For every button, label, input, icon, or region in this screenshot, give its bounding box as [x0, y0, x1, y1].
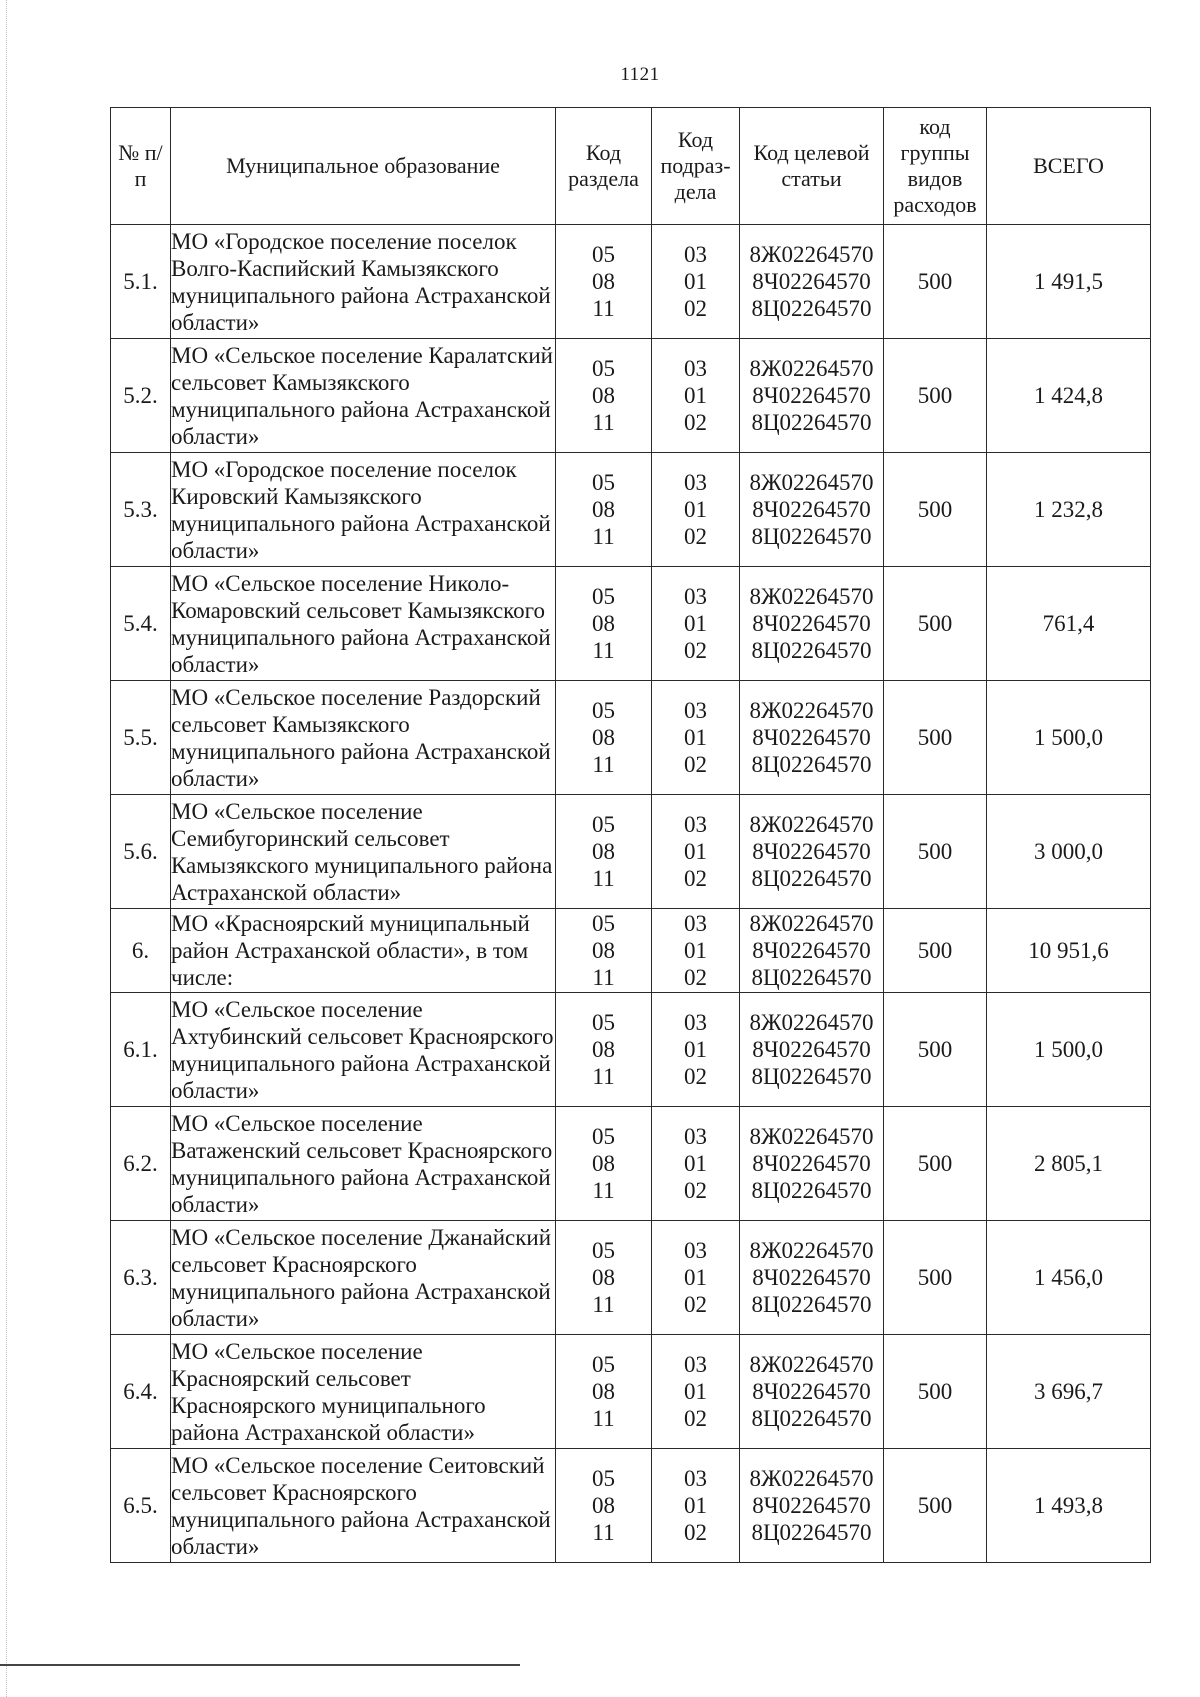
- expense-group-code: 500: [884, 339, 987, 453]
- target-codes: [740, 1107, 884, 1221]
- table-row: [111, 1449, 1151, 1563]
- section-codes-line: 11: [592, 638, 615, 663]
- subsection-codes-line: 03: [684, 1010, 707, 1035]
- target-codes-line: 8Ц02264570: [751, 1178, 872, 1203]
- target-codes-line: 8Ч02264570: [752, 1379, 871, 1404]
- target-codes-line: 8Ц02264570: [751, 1406, 872, 1431]
- subsection-codes-line: 02: [684, 1064, 707, 1089]
- section-codes-line: 11: [592, 296, 615, 321]
- subsection-codes-line: 01: [684, 725, 707, 750]
- subsection-codes-line: 01: [684, 1493, 707, 1518]
- municipality-name: МО «Сельское поселение Каралатский сельсовет Камызякского муниципального района Астраханской области»: [171, 339, 556, 453]
- subsection-codes-line: 03: [684, 1466, 707, 1491]
- subsection-codes-line: 03: [684, 698, 707, 723]
- target-codes-line: 8Ц02264570: [751, 1064, 872, 1089]
- target-codes-line: 8Ч02264570: [752, 1493, 871, 1518]
- section-codes-line: 08: [592, 1379, 615, 1404]
- subsection-codes-line: 02: [684, 866, 707, 891]
- expense-group-code: 500: [884, 1335, 987, 1449]
- subsection-codes-line: 01: [684, 269, 707, 294]
- table-row: [111, 1107, 1151, 1221]
- subsection-codes: [652, 681, 740, 795]
- section-codes-line: 11: [592, 965, 615, 990]
- row-number: 6.4.: [111, 1335, 171, 1449]
- total-amount: 1 456,0: [987, 1221, 1151, 1335]
- section-codes-line: 08: [592, 839, 615, 864]
- section-codes: [556, 993, 652, 1107]
- table-row: [111, 453, 1151, 567]
- table-row: [111, 681, 1151, 795]
- target-codes-line: 8Ж02264570: [749, 1238, 874, 1263]
- subsection-codes-line: 01: [684, 611, 707, 636]
- subsection-codes-line: 01: [684, 1379, 707, 1404]
- target-codes-line: 8Ж02264570: [749, 1466, 874, 1491]
- section-codes-line: 08: [592, 497, 615, 522]
- subsection-codes: [652, 567, 740, 681]
- table-row: [111, 567, 1151, 681]
- subsection-codes-line: 03: [684, 584, 707, 609]
- row-number: 5.1.: [111, 225, 171, 339]
- target-codes-line: 8Ч02264570: [752, 1151, 871, 1176]
- expense-group-code: 500: [884, 993, 987, 1107]
- subsection-codes: [652, 1221, 740, 1335]
- section-codes-line: 08: [592, 1037, 615, 1062]
- section-codes-line: 05: [592, 584, 615, 609]
- row-number: 5.2.: [111, 339, 171, 453]
- target-codes-line: 8Ж02264570: [749, 584, 874, 609]
- total-amount: 3 000,0: [987, 795, 1151, 909]
- subsection-codes-line: 02: [684, 638, 707, 663]
- section-codes-line: 05: [592, 698, 615, 723]
- header-total: ВСЕГО: [987, 108, 1151, 225]
- municipality-name: МО «Сельское поселение Ватаженский сельсовет Красноярского муниципального района Астраханской области»: [171, 1107, 556, 1221]
- section-codes-line: 11: [592, 524, 615, 549]
- target-codes-line: 8Ч02264570: [752, 383, 871, 408]
- municipality-name: МО «Сельское поселение Николо-Комаровский сельсовет Камызякского муниципального района Астраханской области»: [171, 567, 556, 681]
- subsection-codes-line: 01: [684, 938, 707, 963]
- municipality-name: МО «Сельское поселение Красноярский сельсовет Красноярского муниципального района Астраханской области»: [171, 1335, 556, 1449]
- subsection-codes-line: 01: [684, 1265, 707, 1290]
- target-codes-line: 8Ц02264570: [751, 1520, 872, 1545]
- total-amount: 1 500,0: [987, 681, 1151, 795]
- header-target: Код целевой статьи: [740, 108, 884, 225]
- section-codes-line: 08: [592, 269, 615, 294]
- row-number: 5.5.: [111, 681, 171, 795]
- target-codes-line: 8Ж02264570: [749, 356, 874, 381]
- target-codes-line: 8Ц02264570: [751, 1292, 872, 1317]
- target-codes: [740, 225, 884, 339]
- section-codes: [556, 453, 652, 567]
- section-codes-line: 08: [592, 1493, 615, 1518]
- table-row: [111, 225, 1151, 339]
- municipality-name: МО «Сельское поселение Сеитовский сельсовет Красноярского муниципального района Астраханской области»: [171, 1449, 556, 1563]
- budget-table: [110, 107, 1151, 1563]
- section-codes-line: 11: [592, 1178, 615, 1203]
- target-codes-line: 8Ц02264570: [751, 410, 872, 435]
- target-codes: [740, 1221, 884, 1335]
- bottom-rule: [0, 1664, 520, 1666]
- section-codes: [556, 909, 652, 993]
- municipality-name: МО «Сельское поселение Джанайский сельсовет Красноярского муниципального района Астраханской области»: [171, 1221, 556, 1335]
- subsection-codes-line: 03: [684, 911, 707, 936]
- subsection-codes-line: 01: [684, 383, 707, 408]
- target-codes-line: 8Ч02264570: [752, 1265, 871, 1290]
- section-codes-line: 05: [592, 812, 615, 837]
- section-codes-line: 08: [592, 611, 615, 636]
- subsection-codes-line: 02: [684, 524, 707, 549]
- scan-edge: [6, 0, 7, 1697]
- section-codes: [556, 1221, 652, 1335]
- header-section: Код раздела: [556, 108, 652, 225]
- expense-group-code: 500: [884, 795, 987, 909]
- municipality-name: МО «Городское поселение поселок Волго-Каспийский Камызякского муниципального района Астраханской области»: [171, 225, 556, 339]
- target-codes-line: 8Ч02264570: [752, 1037, 871, 1062]
- target-codes-line: 8Ж02264570: [749, 698, 874, 723]
- table-row: [111, 993, 1151, 1107]
- target-codes-line: 8Ц02264570: [751, 752, 872, 777]
- expense-group-code: 500: [884, 1107, 987, 1221]
- row-number: 6.5.: [111, 1449, 171, 1563]
- section-codes-line: 05: [592, 470, 615, 495]
- expense-group-code: 500: [884, 225, 987, 339]
- row-number: 6.2.: [111, 1107, 171, 1221]
- target-codes-line: 8Ч02264570: [752, 611, 871, 636]
- subsection-codes-line: 02: [684, 752, 707, 777]
- section-codes-line: 11: [592, 1292, 615, 1317]
- target-codes: [740, 1335, 884, 1449]
- section-codes-line: 08: [592, 383, 615, 408]
- section-codes-line: 05: [592, 911, 615, 936]
- municipality-name: МО «Сельское поселение Ахтубинский сельсовет Красноярского муниципального района Астраханской области»: [171, 993, 556, 1107]
- target-codes-line: 8Ж02264570: [749, 911, 874, 936]
- municipality-name: МО «Сельское поселение Семибугоринский сельсовет Камызякского муниципального района Астраханской области»: [171, 795, 556, 909]
- expense-group-code: 500: [884, 909, 987, 993]
- subsection-codes-line: 03: [684, 356, 707, 381]
- target-codes-line: 8Ж02264570: [749, 1124, 874, 1149]
- section-codes-line: 11: [592, 1406, 615, 1431]
- section-codes: [556, 1335, 652, 1449]
- subsection-codes-line: 02: [684, 1178, 707, 1203]
- section-codes-line: 05: [592, 356, 615, 381]
- total-amount: 1 493,8: [987, 1449, 1151, 1563]
- subsection-codes: [652, 795, 740, 909]
- row-number: 6.: [111, 909, 171, 993]
- target-codes-line: 8Ч02264570: [752, 725, 871, 750]
- subsection-codes-line: 03: [684, 1124, 707, 1149]
- target-codes-line: 8Ц02264570: [751, 866, 872, 891]
- section-codes-line: 05: [592, 1466, 615, 1491]
- header-num: № п/п: [111, 108, 171, 225]
- section-codes-line: 05: [592, 1124, 615, 1149]
- municipality-name: МО «Красноярский муниципальный район Астраханской области», в том числе:: [171, 909, 556, 993]
- subsection-codes-line: 03: [684, 242, 707, 267]
- section-codes-line: 08: [592, 725, 615, 750]
- municipality-name: МО «Сельское поселение Раздорский сельсовет Камызякского муниципального района Астраханской области»: [171, 681, 556, 795]
- section-codes-line: 05: [592, 1238, 615, 1263]
- section-codes-line: 05: [592, 1010, 615, 1035]
- row-number: 5.6.: [111, 795, 171, 909]
- expense-group-code: 500: [884, 453, 987, 567]
- target-codes-line: 8Ц02264570: [751, 965, 872, 990]
- subsection-codes-line: 02: [684, 1292, 707, 1317]
- total-amount: 2 805,1: [987, 1107, 1151, 1221]
- subsection-codes: [652, 1449, 740, 1563]
- section-codes: [556, 225, 652, 339]
- section-codes: [556, 1107, 652, 1221]
- header-subsection: Код подраз-дела: [652, 108, 740, 225]
- section-codes-line: 11: [592, 1520, 615, 1545]
- subsection-codes-line: 03: [684, 812, 707, 837]
- subsection-codes-line: 03: [684, 1238, 707, 1263]
- target-codes: [740, 993, 884, 1107]
- target-codes-line: 8Ч02264570: [752, 938, 871, 963]
- subsection-codes-line: 02: [684, 296, 707, 321]
- subsection-codes-line: 01: [684, 1037, 707, 1062]
- row-number: 6.3.: [111, 1221, 171, 1335]
- section-codes-line: 08: [592, 938, 615, 963]
- target-codes-line: 8Ж02264570: [749, 812, 874, 837]
- section-codes: [556, 1449, 652, 1563]
- target-codes-line: 8Ж02264570: [749, 242, 874, 267]
- target-codes-line: 8Ч02264570: [752, 269, 871, 294]
- table-row: [111, 1221, 1151, 1335]
- row-number: 5.3.: [111, 453, 171, 567]
- table-body: [111, 225, 1151, 1563]
- total-amount: 761,4: [987, 567, 1151, 681]
- target-codes: [740, 681, 884, 795]
- subsection-codes-line: 02: [684, 1406, 707, 1431]
- section-codes-line: 08: [592, 1265, 615, 1290]
- subsection-codes-line: 01: [684, 497, 707, 522]
- target-codes-line: 8Ц02264570: [751, 638, 872, 663]
- section-codes-line: 08: [592, 1151, 615, 1176]
- section-codes-line: 05: [592, 1352, 615, 1377]
- total-amount: 1 491,5: [987, 225, 1151, 339]
- target-codes-line: 8Ц02264570: [751, 524, 872, 549]
- target-codes-line: 8Ж02264570: [749, 1010, 874, 1035]
- header-group: код группы видов расходов: [884, 108, 987, 225]
- expense-group-code: 500: [884, 681, 987, 795]
- target-codes: [740, 909, 884, 993]
- subsection-codes: [652, 453, 740, 567]
- subsection-codes-line: 02: [684, 1520, 707, 1545]
- target-codes: [740, 453, 884, 567]
- subsection-codes: [652, 1107, 740, 1221]
- subsection-codes-line: 01: [684, 839, 707, 864]
- target-codes-line: 8Ч02264570: [752, 497, 871, 522]
- table-row: [111, 795, 1151, 909]
- subsection-codes: [652, 339, 740, 453]
- total-amount: 10 951,6: [987, 909, 1151, 993]
- target-codes: [740, 567, 884, 681]
- row-number: 6.1.: [111, 993, 171, 1107]
- row-number: 5.4.: [111, 567, 171, 681]
- target-codes: [740, 795, 884, 909]
- target-codes: [740, 1449, 884, 1563]
- subsection-codes-line: 03: [684, 470, 707, 495]
- target-codes-line: 8Ж02264570: [749, 470, 874, 495]
- section-codes-line: 11: [592, 866, 615, 891]
- subsection-codes-line: 02: [684, 410, 707, 435]
- section-codes-line: 05: [592, 242, 615, 267]
- table-row: [111, 339, 1151, 453]
- table-header-row: [111, 108, 1151, 225]
- municipality-name: МО «Городское поселение поселок Кировский Камызякского муниципального района Астраханской области»: [171, 453, 556, 567]
- section-codes: [556, 339, 652, 453]
- subsection-codes: [652, 993, 740, 1107]
- total-amount: 3 696,7: [987, 1335, 1151, 1449]
- total-amount: 1 232,8: [987, 453, 1151, 567]
- target-codes: [740, 339, 884, 453]
- total-amount: 1 500,0: [987, 993, 1151, 1107]
- subsection-codes: [652, 225, 740, 339]
- subsection-codes: [652, 909, 740, 993]
- table-row: [111, 909, 1151, 993]
- target-codes-line: 8Ч02264570: [752, 839, 871, 864]
- subsection-codes: [652, 1335, 740, 1449]
- expense-group-code: 500: [884, 1221, 987, 1335]
- subsection-codes-line: 03: [684, 1352, 707, 1377]
- section-codes-line: 11: [592, 1064, 615, 1089]
- section-codes: [556, 567, 652, 681]
- page-number: 1121: [620, 64, 660, 85]
- subsection-codes-line: 02: [684, 965, 707, 990]
- expense-group-code: 500: [884, 1449, 987, 1563]
- target-codes-line: 8Ж02264570: [749, 1352, 874, 1377]
- section-codes: [556, 795, 652, 909]
- section-codes-line: 11: [592, 410, 615, 435]
- target-codes-line: 8Ц02264570: [751, 296, 872, 321]
- total-amount: 1 424,8: [987, 339, 1151, 453]
- section-codes-line: 11: [592, 752, 615, 777]
- subsection-codes-line: 01: [684, 1151, 707, 1176]
- table-row: [111, 1335, 1151, 1449]
- expense-group-code: 500: [884, 567, 987, 681]
- header-name: Муниципальное образование: [171, 108, 556, 225]
- section-codes: [556, 681, 652, 795]
